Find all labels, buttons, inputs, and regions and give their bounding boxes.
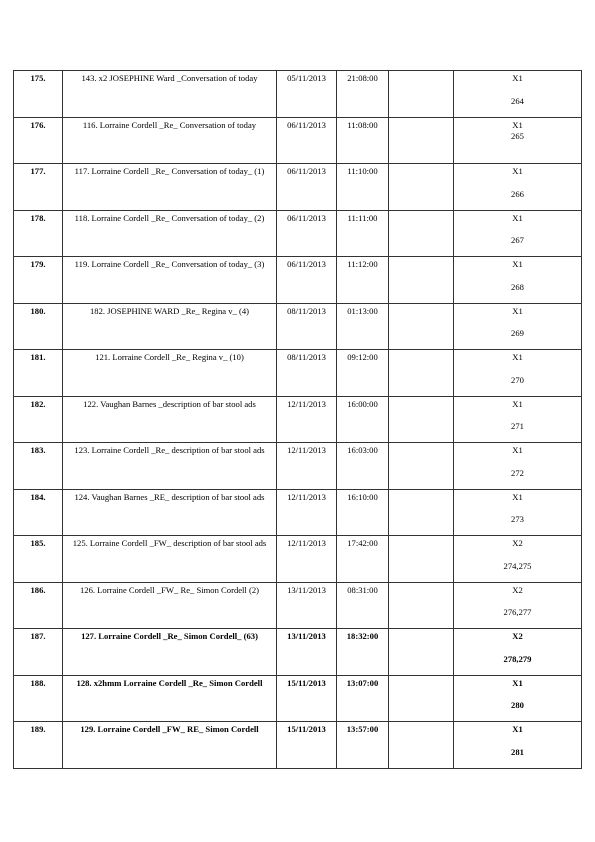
exhibit-reference [454,303,582,350]
document-date: 05/11/2013 [277,71,337,118]
table-row [14,722,582,769]
document-title: 122. Vaughan Barnes _description of bar stool ads [63,396,277,443]
table-row [14,675,582,722]
page-numbers: 271 [511,421,524,431]
page-numbers: 278,279 [503,653,532,664]
document-date: 15/11/2013 [277,675,337,722]
table-row [14,443,582,490]
row-number: 187. [14,629,63,676]
exhibit-reference [454,722,582,769]
exhibit-reference [454,210,582,257]
blank-cell [389,164,454,211]
blank-cell [389,489,454,536]
blank-cell [389,210,454,257]
page-numbers: 273 [511,514,524,524]
document-date: 06/11/2013 [277,117,337,164]
document-date: 06/11/2013 [277,257,337,304]
blank-cell [389,350,454,397]
document-title: 117. Lorraine Cordell _Re_ Conversation of today_ (1) [63,164,277,211]
table-row [14,210,582,257]
document-date: 06/11/2013 [277,164,337,211]
exhibit-reference [454,117,582,164]
exhibit-code: X2 [512,631,523,641]
document-date: 13/11/2013 [277,582,337,629]
page-numbers: 276,277 [503,607,532,617]
exhibit-code: X2 [512,538,523,548]
exhibit-reference [454,536,582,583]
document-time: 01:13:00 [337,303,389,350]
table-row [14,117,582,164]
document-date: 15/11/2013 [277,722,337,769]
row-number: 184. [14,489,63,536]
exhibit-reference [454,443,582,490]
document-title: 128. x2hmm Lorraine Cordell _Re_ Simon Cordell [63,675,277,722]
page-numbers: 274,275 [503,560,532,571]
blank-cell [389,675,454,722]
blank-cell [389,396,454,443]
blank-cell [389,582,454,629]
document-time: 18:32:00 [337,629,389,676]
table-row [14,629,582,676]
table-row [14,582,582,629]
document-time: 16:00:00 [337,396,389,443]
document-title: 119. Lorraine Cordell _Re_ Conversation of today_ (3) [63,257,277,304]
exhibit-reference [454,675,582,722]
document-time: 08:31:00 [337,582,389,629]
blank-cell [389,117,454,164]
exhibit-reference [454,629,582,676]
exhibit-code: X2 [512,584,523,595]
document-title: 127. Lorraine Cordell _Re_ Simon Cordell_ (63) [63,629,277,676]
document-title: 129. Lorraine Cordell _FW_ RE_ Simon Cordell [63,722,277,769]
row-number: 181. [14,350,63,397]
exhibit-reference [454,257,582,304]
table-row [14,164,582,211]
page-numbers: 268 [511,281,524,292]
exhibit-reference [454,396,582,443]
document-date: 12/11/2013 [277,443,337,490]
exhibit-code: X1 [512,352,523,362]
document-title: 116. Lorraine Cordell _Re_ Conversation of today [63,117,277,164]
document-time: 11:11:00 [337,210,389,257]
exhibit-code: X1 [512,119,523,130]
page-numbers: 266 [511,188,524,199]
blank-cell [389,71,454,118]
exhibit-code: X1 [512,445,523,455]
exhibit-reference [454,582,582,629]
row-number: 176. [14,117,63,164]
row-number: 183. [14,443,63,490]
blank-cell [389,303,454,350]
document-time: 17:42:00 [337,536,389,583]
document-date: 12/11/2013 [277,396,337,443]
table-row [14,536,582,583]
page-numbers: 265 [511,131,524,141]
page-numbers: 269 [511,328,524,338]
page-numbers: 267 [511,235,524,245]
page-numbers: 270 [511,374,524,385]
document-title: 126. Lorraine Cordell _FW_ Re_ Simon Cordell (2) [63,582,277,629]
table-row [14,350,582,397]
row-number: 177. [14,164,63,211]
document-date: 06/11/2013 [277,210,337,257]
document-time: 11:10:00 [337,164,389,211]
blank-cell [389,722,454,769]
table-row [14,71,582,118]
document-date: 12/11/2013 [277,536,337,583]
table-row [14,489,582,536]
document-time: 16:03:00 [337,443,389,490]
table-row [14,396,582,443]
row-number: 175. [14,71,63,118]
exhibit-code: X1 [512,305,523,316]
document-time: 11:08:00 [337,117,389,164]
page-numbers: 272 [511,467,524,478]
document-date: 08/11/2013 [277,350,337,397]
exhibit-index-table [13,70,582,769]
document-title: 182. JOSEPHINE WARD _Re_ Regina v_ (4) [63,303,277,350]
document-title: 123. Lorraine Cordell _Re_ description of bar stool ads [63,443,277,490]
exhibit-code: X1 [512,491,523,502]
exhibit-code: X1 [512,212,523,223]
document-time: 11:12:00 [337,257,389,304]
document-title: 125. Lorraine Cordell _FW_ description of bar stool ads [63,536,277,583]
document-title: 124. Vaughan Barnes _RE_ description of bar stool ads [63,489,277,536]
table-row [14,303,582,350]
document-time: 13:07:00 [337,675,389,722]
table-row [14,257,582,304]
row-number: 180. [14,303,63,350]
blank-cell [389,536,454,583]
exhibit-reference [454,164,582,211]
blank-cell [389,629,454,676]
row-number: 186. [14,582,63,629]
exhibit-code: X1 [512,259,523,269]
document-date: 13/11/2013 [277,629,337,676]
document-time: 13:57:00 [337,722,389,769]
row-number: 178. [14,210,63,257]
document-time: 09:12:00 [337,350,389,397]
exhibit-code: X1 [512,166,523,176]
row-number: 179. [14,257,63,304]
document-title: 143. x2 JOSEPHINE Ward _Conversation of today [63,71,277,118]
exhibit-code: X1 [512,73,523,83]
document-date: 12/11/2013 [277,489,337,536]
blank-cell [389,257,454,304]
page-numbers: 280 [511,700,524,710]
table-body [14,71,582,769]
exhibit-code: X1 [512,677,523,688]
exhibit-reference [454,71,582,118]
row-number: 189. [14,722,63,769]
document-date: 08/11/2013 [277,303,337,350]
exhibit-reference [454,350,582,397]
document-time: 21:08:00 [337,71,389,118]
exhibit-reference [454,489,582,536]
document-time: 16:10:00 [337,489,389,536]
row-number: 185. [14,536,63,583]
exhibit-code: X1 [512,398,523,409]
row-number: 188. [14,675,63,722]
page-numbers: 264 [511,95,524,106]
document-title: 121. Lorraine Cordell _Re_ Regina v_ (10) [63,350,277,397]
document-title: 118. Lorraine Cordell _Re_ Conversation of today_ (2) [63,210,277,257]
row-number: 182. [14,396,63,443]
blank-cell [389,443,454,490]
exhibit-code: X1 [512,724,523,734]
page-numbers: 281 [511,746,524,757]
